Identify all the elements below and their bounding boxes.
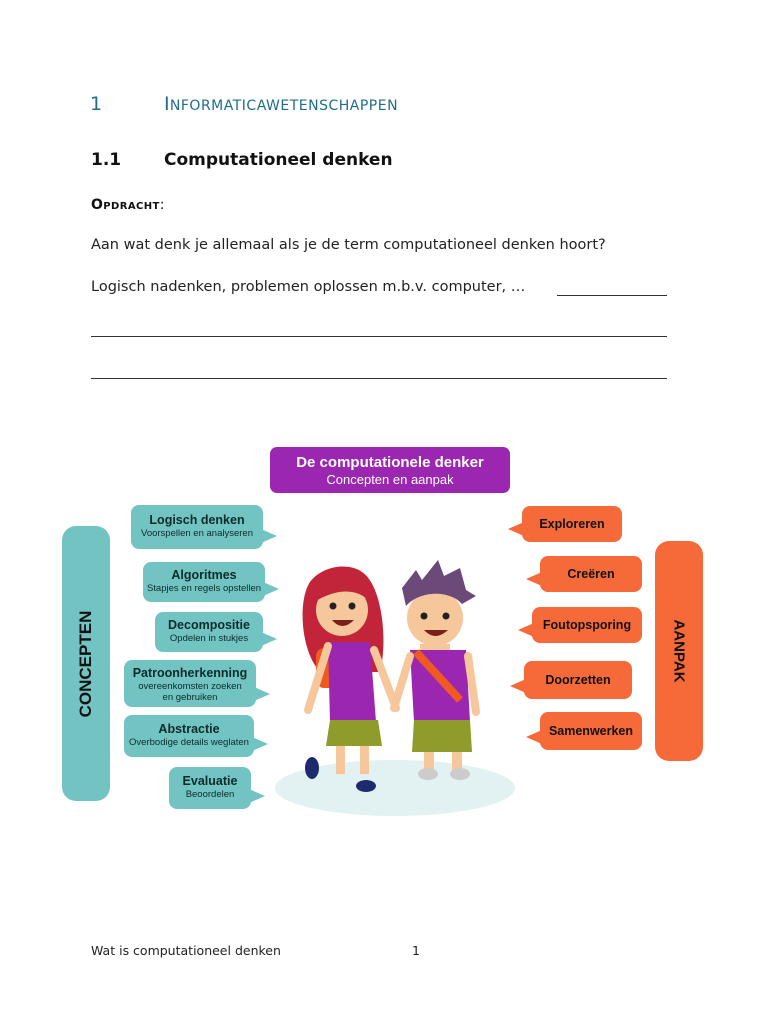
- children-illustration: [270, 540, 520, 820]
- girl-figure: [303, 567, 396, 792]
- concept-bubble-patroonherkenning: [124, 660, 256, 707]
- infographic-title-box: [270, 447, 510, 493]
- approach-bubble-foutopsporing: Foutopsporing: [532, 607, 642, 643]
- aanpak-label: AANPAK: [670, 619, 688, 683]
- answer-line-1[interactable]: [91, 279, 525, 295]
- chapter-title: [164, 93, 398, 115]
- footer-page-number: 1: [412, 943, 420, 958]
- approach-bubble-doorzetten: Doorzetten: [524, 661, 632, 699]
- section-number: 1.1: [91, 150, 122, 170]
- approach-bubble-samenwerken: Samenwerken: [540, 712, 642, 750]
- question-text: Aan wat denk je allemaal als je de term computationeel denken hoort?: [91, 237, 606, 253]
- answer-underline-3[interactable]: [91, 378, 667, 379]
- concept-subtitle: Beoordelen: [185, 789, 235, 800]
- concept-title: Algoritmes: [171, 568, 237, 582]
- infographic-title: De computationele denker: [296, 454, 484, 471]
- chapter-number: 1: [90, 93, 103, 115]
- concept-title: Evaluatie: [182, 774, 238, 788]
- concept-bubble-decompositie: [155, 612, 263, 652]
- concept-title: Logisch denken: [149, 513, 245, 527]
- assignment-label-text: Opdracht: [91, 197, 160, 213]
- approach-bubble-exploreren: Exploreren: [522, 506, 622, 542]
- boy-figure: [394, 560, 476, 780]
- concept-title: Abstractie: [158, 722, 220, 736]
- concept-title: Decompositie: [168, 618, 250, 632]
- answer-text: Logisch nadenken, problemen oplossen m.b.v. computer, …: [91, 279, 526, 295]
- concept-subtitle: Overbodige details weglaten: [129, 737, 249, 748]
- concept-subtitle: Opdelen in stukjes: [169, 633, 249, 644]
- section-title: Computationeel denken: [164, 150, 393, 170]
- aanpak-pill: [655, 541, 703, 761]
- footer-text: Wat is computationeel denken: [91, 943, 281, 958]
- concept-bubble-algoritmes: [143, 562, 265, 602]
- concept-subtitle: Stapjes en regels opstellen: [146, 583, 262, 594]
- assignment-label: [91, 197, 164, 213]
- approach-bubble-creeren: Creëren: [540, 556, 642, 592]
- concept-bubble-logisch-denken: [131, 505, 263, 549]
- concept-bubble-abstractie: [124, 715, 254, 757]
- infographic-subtitle: Concepten en aanpak: [326, 472, 454, 487]
- answer-underline-1: [557, 295, 667, 296]
- concept-subtitle: overeenkomsten zoeken en gebruiken: [138, 681, 242, 703]
- chapter-title-initial: I: [164, 93, 170, 115]
- concepten-label: CONCEPTEN: [76, 610, 95, 717]
- answer-underline-2[interactable]: [91, 336, 667, 337]
- assignment-colon: :: [159, 197, 165, 213]
- concepten-pill: [62, 526, 110, 801]
- concept-bubble-evaluatie: [169, 767, 251, 809]
- concept-subtitle: Voorspellen en analyseren: [141, 528, 253, 539]
- concept-title: Patroonherkenning: [132, 666, 248, 680]
- chapter-title-rest: NFORMATICAWETENSCHAPPEN: [169, 98, 399, 114]
